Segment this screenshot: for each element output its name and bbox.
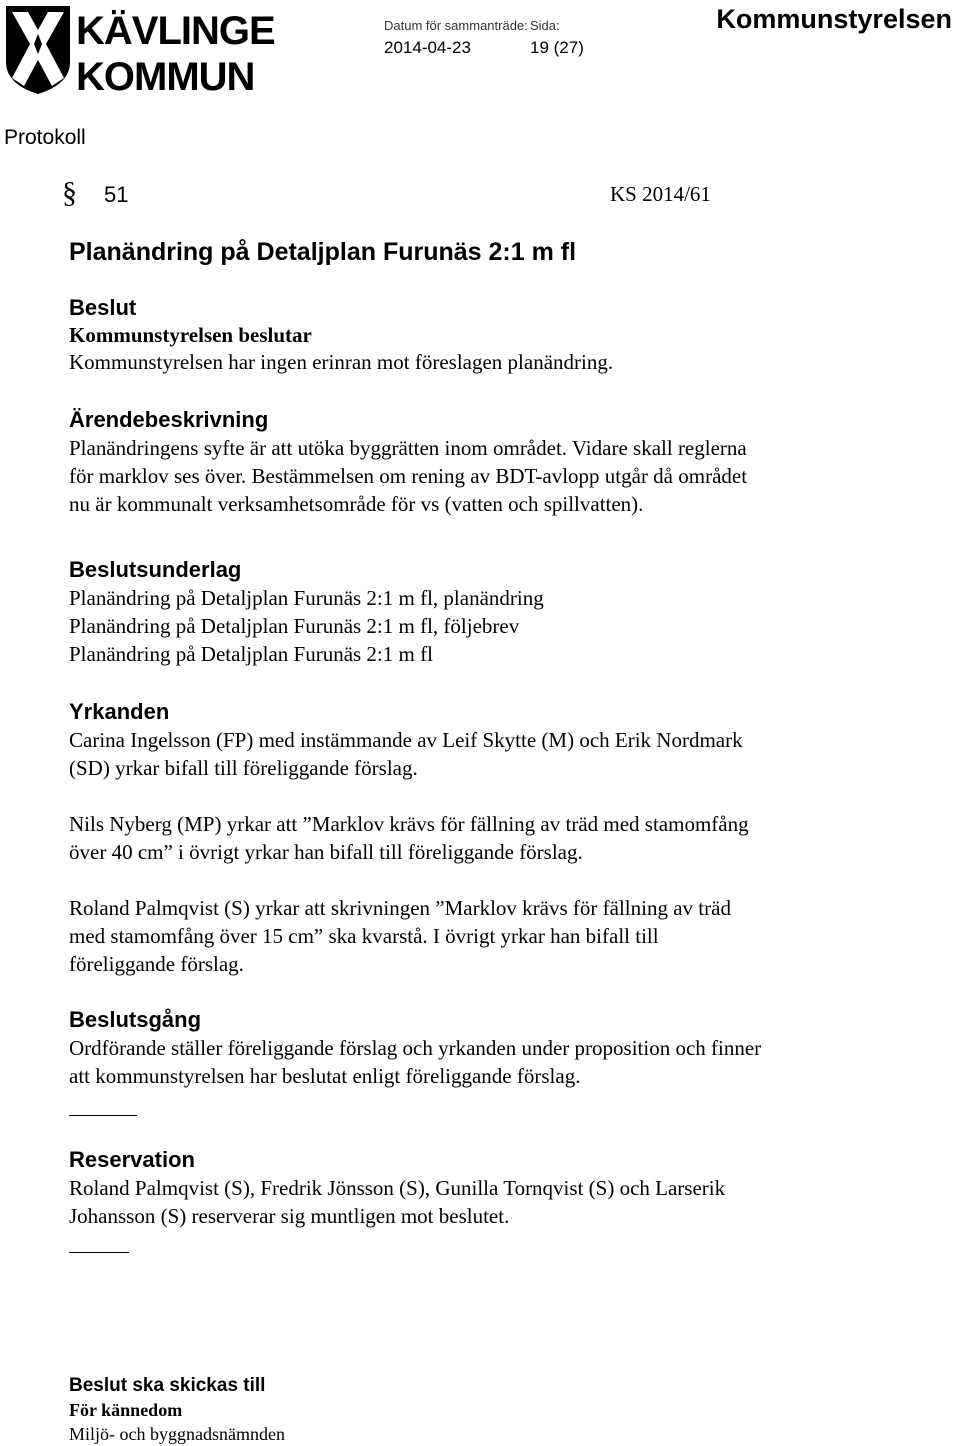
yrkande-line: Carina Ingelsson (FP) med instämmande av Leif Skytte (M) och Erik Nordmark: [69, 728, 743, 752]
beslutsgang-line: Ordförande ställer föreliggande förslag och yrkanden under proposition och finner: [69, 1036, 762, 1060]
beslutsgang-line: att kommunstyrelsen har beslutat enligt föreliggande förslag.: [69, 1064, 581, 1088]
beslut-heading: Beslut: [69, 295, 137, 320]
beslutsunderlag-item: Planändring på Detaljplan Furunäs 2:1 m fl, planändring: [69, 586, 544, 610]
yrkande-line: föreliggande förslag.: [69, 952, 244, 976]
arendebeskrivning-line: Planändringens syfte är att utöka byggrätten inom området. Vidare skall reglerna: [69, 436, 747, 460]
paragraph-number: 51: [104, 182, 129, 207]
page-value: 19 (27): [530, 38, 584, 57]
svg-text:KÄVLINGE: KÄVLINGE: [76, 9, 275, 53]
beslutsunderlag-heading: Beslutsunderlag: [69, 557, 242, 582]
yrkande-line: med stamomfång över 15 cm” ska kvarstå. I övrigt yrkar han bifall till: [69, 924, 659, 948]
distribution-section: [69, 1374, 889, 1446]
meeting-date-value: 2014-04-23: [384, 38, 471, 57]
beslutsunderlag-item: Planändring på Detaljplan Furunäs 2:1 m fl: [69, 642, 433, 666]
distribution-heading: Beslut ska skickas till: [69, 1375, 266, 1396]
document-type: Protokoll: [4, 126, 86, 149]
yrkanden-section: [69, 698, 889, 978]
beslut-section: [69, 294, 889, 376]
logo-emblem-icon: [4, 4, 275, 99]
arendebeskrivning-heading: Ärendebeskrivning: [69, 407, 269, 432]
meeting-date-label: Datum för sammanträde:: [384, 18, 528, 33]
reservation-section: [69, 1146, 889, 1230]
yrkande-line: Roland Palmqvist (S) yrkar att skrivningen ”Marklov krävs för fällning av träd: [69, 896, 731, 920]
divider: [69, 1252, 129, 1253]
case-number: KS 2014/61: [610, 182, 711, 206]
divider: [69, 1115, 137, 1116]
kavlinge-kommun-logo: [4, 4, 275, 99]
reservation-heading: Reservation: [69, 1147, 195, 1172]
arendebeskrivning-section: [69, 406, 889, 518]
beslutsunderlag-section: [69, 556, 889, 668]
beslut-subheading: Kommunstyrelsen beslutar: [69, 323, 312, 347]
beslutsgang-heading: Beslutsgång: [69, 1007, 202, 1032]
yrkanden-heading: Yrkanden: [69, 699, 170, 724]
distribution-recipient: Miljö- och byggnadsnämnden: [69, 1424, 285, 1444]
page-label: Sida:: [530, 18, 560, 33]
arendebeskrivning-line: nu är kommunalt verksamhetsområde för vs (vatten och spillvatten).: [69, 492, 644, 516]
distribution-subheading: För kännedom: [69, 1400, 183, 1420]
yrkande-line: över 40 cm” i övrigt yrkar han bifall till föreliggande förslag.: [69, 840, 583, 864]
reservation-line: Johansson (S) reserverar sig muntligen mot beslutet.: [69, 1204, 510, 1228]
paragraph-symbol: §: [62, 176, 77, 209]
yrkande-line: Nils Nyberg (MP) yrkar att ”Marklov krävs för fällning av träd med stamomfång: [69, 812, 749, 836]
beslutsgang-section: [69, 1006, 889, 1090]
svg-text:KOMMUN: KOMMUN: [76, 55, 255, 99]
beslutsunderlag-item: Planändring på Detaljplan Furunäs 2:1 m fl, följebrev: [69, 614, 520, 638]
reservation-line: Roland Palmqvist (S), Fredrik Jönsson (S), Gunilla Tornqvist (S) och Larserik: [69, 1176, 726, 1200]
organization-name: Kommunstyrelsen: [716, 4, 952, 34]
yrkande-line: (SD) yrkar bifall till föreliggande förslag.: [69, 756, 418, 780]
page-title: Planändring på Detaljplan Furunäs 2:1 m fl: [69, 238, 577, 266]
arendebeskrivning-line: för marklov ses över. Bestämmelsen om rening av BDT-avlopp utgår då området: [69, 464, 748, 488]
beslut-text: Kommunstyrelsen har ingen erinran mot föreslagen planändring.: [69, 350, 614, 374]
